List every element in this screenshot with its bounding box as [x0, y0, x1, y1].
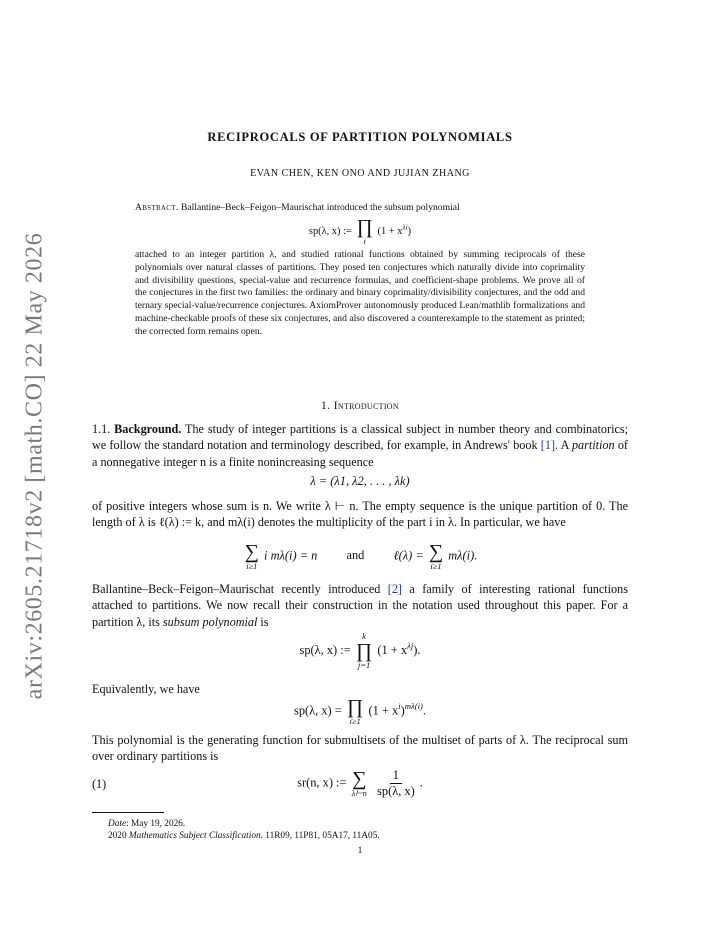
footnote-date: Date: May 19, 2026. [108, 819, 186, 829]
paragraph-equivalently: Equivalently, we have [92, 682, 200, 696]
author-list: EVAN CHEN, KEN ONO AND JUJIAN ZHANG [250, 168, 470, 179]
equation-subsum-polynomial: sp(λ, x) := k ∏ j=1 $(1 + x^{\lambda j})$. [299, 631, 421, 670]
sum-operator: ∑ i≥1 [428, 541, 444, 571]
section-heading: 1. Introduction [321, 400, 399, 412]
equation-sums: ∑ i≥1 i mλ(i) = n and ℓ(λ) = ∑ i≥1 mλ(i). [244, 541, 478, 571]
equation-multiplicity-form: sp(λ, x) = ∏ i≥1 $(1 + x^i)^{m\lambda(i)}$. [294, 696, 426, 726]
abstract-label: Abstract. [135, 202, 179, 213]
paragraph-generating-function: This polynomial is the generating function for submultisets of the multiset of parts of λ. The reciprocal sum over ordinary partitions is [92, 733, 628, 764]
paper-title: RECIPROCALS OF PARTITION POLYNOMIALS [207, 130, 513, 144]
abstract-lead [135, 202, 585, 215]
product-operator: ∏ i≥1 [346, 696, 364, 726]
abstract-body: attached to an integer partition λ, and studied rational functions obtained by summing reciprocals of these polynomials over natural classes of partitions. They posed ten conjectures which naturally divide into coprimality and divisibility questions, special-value and recurrence formulas, and coefficient-shape problems. We prove all of the conjectures in the first two families: the ordinary and binary coprimality/divisibility conjectures, and the odd and ternary special-value/recurrence conjectures. AxiomProver autonomously produced Lean/mathlib formalizations and machine-checkable proofs of these six conjectures, and also discovered a counterexample to the statement as printed; the corrected form remains open. [135, 249, 585, 337]
sum-operator: ∑ i≥1 [244, 541, 259, 571]
sum-operator: ∑ λ⊢n [351, 768, 367, 798]
equation-number: (1) [92, 777, 107, 791]
footnote-divider [92, 812, 164, 813]
arxiv-identifier: arXiv:2605.21718v2 [math.CO] 22 May 2026 [21, 232, 48, 700]
product-operator: k ∏ j=1 [355, 631, 373, 670]
equation-reciprocal-sum: sr(n, x) := ∑ λ⊢n $\frac{1}{sp(\lambda, x)}$ . [297, 768, 423, 798]
citation-link[interactable]: [2] [387, 582, 402, 596]
paragraph-background: 1.1. Background. The study of integer partitions is a classical subject in number theory and combinatorics; we follow the standard notation and terminology described, for example, in Andrews' book [1]. A partition of a nonnegative integer n is a finite nonincreasing sequence [92, 422, 629, 469]
citation-link[interactable]: [1] [540, 438, 556, 453]
paragraph-subsum-definition: Ballantine–Beck–Feigon–Maurischat recently introduced [2] a family of interesting rational functions attached to partitions. We now recall their construction in the notation used throughout this paper. For a partition λ, its subsum polynomial is [92, 582, 628, 629]
subsection-title: Background. [114, 422, 182, 436]
abstract-lead-text: Ballantine–Beck–Feigon–Maurischat introduced the subsum polynomial [180, 202, 460, 213]
fraction: $\frac{1}{sp(\lambda, x)}$ [377, 768, 415, 798]
subsection-number: 1.1. [92, 422, 111, 436]
equation-partition-sequence: λ = (λ1, λ2, . . . , λk) [310, 474, 410, 488]
page-number: 1 [357, 846, 363, 856]
arxiv-sidebar [0, 0, 70, 932]
abstract-equation: sp(λ, x) := ∏ i $(1 + x^{\lambda i})$ [308, 216, 412, 246]
footnote-msc: 2020 Mathematics Subject Classification. 11R09, 11P81, 05A17, 11A05. [108, 831, 380, 841]
paragraph-length: of positive integers whose sum is n. We write λ ⊢ n. The empty sequence is the unique partition of 0. The length of λ is ℓ(λ) := k, and mλ(i) denotes the multiplicity of the part i in λ. In particular, we have [92, 499, 628, 530]
product-operator: ∏ i [356, 216, 373, 246]
